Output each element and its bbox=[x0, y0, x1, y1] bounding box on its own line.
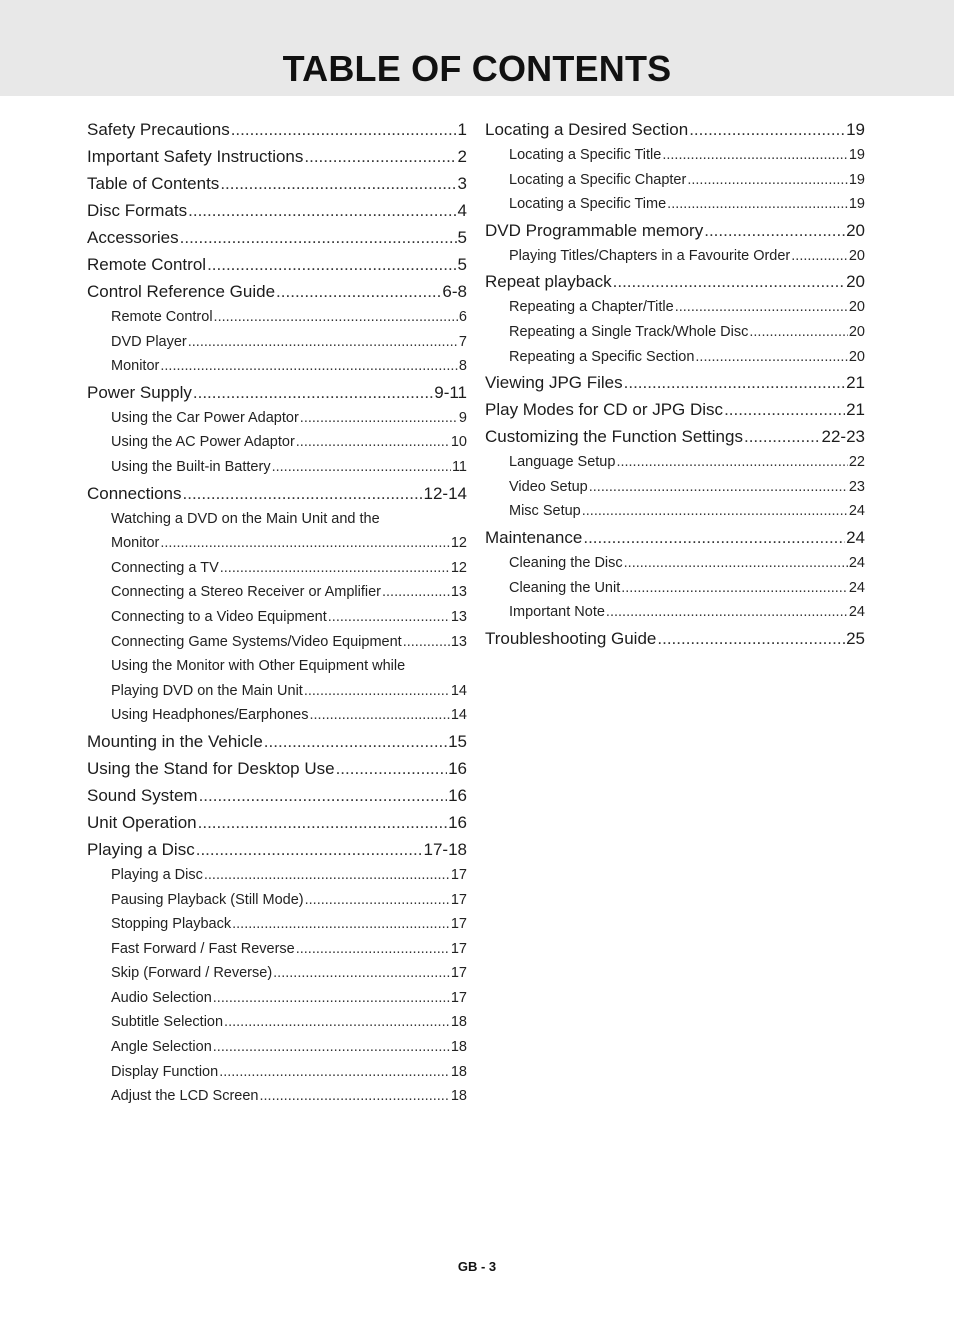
toc-entry-page: 3 bbox=[457, 174, 467, 193]
toc-entry-page: 21 bbox=[846, 373, 865, 393]
toc-entry bbox=[87, 941, 467, 966]
toc-entry-page: 25 bbox=[846, 628, 865, 648]
toc-entry-label: Pausing Playback (Still Mode) bbox=[111, 891, 304, 908]
toc-entry-label: Locating a Desired Section bbox=[485, 120, 689, 139]
toc-entry-label: Locating a Specific Time bbox=[509, 196, 667, 213]
toc-entry-label: Repeating a Chapter/Title bbox=[509, 299, 674, 316]
toc-entry-label: Fast Forward / Fast Reverse bbox=[111, 940, 295, 957]
toc-entry-page: 20 bbox=[848, 299, 865, 316]
toc-entry bbox=[485, 221, 865, 248]
page-title: TABLE OF CONTENTS bbox=[282, 48, 672, 89]
toc-entry-page: 24 bbox=[848, 579, 865, 596]
toc-entry bbox=[87, 840, 467, 867]
toc-entry bbox=[87, 965, 467, 990]
dot-leader bbox=[300, 410, 458, 426]
toc-entry bbox=[87, 786, 467, 813]
dot-leader bbox=[220, 174, 456, 194]
dot-leader bbox=[328, 609, 450, 625]
toc-entry-label: Audio Selection bbox=[111, 989, 212, 1006]
dot-leader bbox=[582, 503, 848, 519]
toc-entry-page: 17 bbox=[450, 891, 467, 908]
toc-entry-page: 24 bbox=[848, 604, 865, 621]
toc-entry bbox=[485, 349, 865, 374]
toc-entry-label: Important Note bbox=[509, 604, 605, 621]
dot-leader bbox=[336, 759, 448, 779]
toc-entry bbox=[87, 358, 467, 383]
toc-entry bbox=[485, 528, 865, 555]
toc-entry-label: Adjust the LCD Screen bbox=[111, 1088, 259, 1105]
toc-entry bbox=[485, 120, 865, 147]
toc-entry bbox=[87, 759, 467, 786]
toc-entry bbox=[485, 324, 865, 349]
toc-entry-label: Playing Titles/Chapters in a Favourite Order bbox=[509, 247, 791, 264]
toc-entry bbox=[485, 503, 865, 528]
toc-entry-page: 9 bbox=[458, 409, 467, 426]
toc-entry-label: DVD Player bbox=[111, 333, 187, 350]
dot-leader bbox=[403, 634, 450, 650]
toc-entry bbox=[485, 272, 865, 299]
toc-entry-label: Unit Operation bbox=[87, 812, 197, 832]
toc-entry-page: 20 bbox=[846, 220, 865, 240]
toc-entry-page: 5 bbox=[457, 228, 467, 247]
toc-entry-page: 13 bbox=[450, 608, 467, 625]
toc-entry-label: Playing a Disc bbox=[87, 839, 195, 859]
dot-leader bbox=[183, 484, 423, 504]
toc-entry bbox=[87, 228, 467, 255]
toc-entry bbox=[87, 255, 467, 282]
toc-entry bbox=[485, 580, 865, 605]
toc-entry-page: 2 bbox=[457, 147, 467, 166]
dot-leader bbox=[724, 400, 845, 420]
toc-entry-page: 5 bbox=[457, 255, 467, 274]
toc-entry bbox=[485, 629, 865, 656]
dot-leader bbox=[749, 324, 847, 340]
toc-entry bbox=[87, 434, 467, 459]
toc-entry-label: Mounting in the Vehicle bbox=[87, 731, 263, 751]
toc-entry bbox=[87, 584, 467, 609]
dot-leader bbox=[662, 147, 848, 163]
dot-leader bbox=[213, 990, 450, 1006]
toc-entry-page: 14 bbox=[450, 707, 467, 724]
dot-leader bbox=[791, 248, 848, 264]
toc-entry-page: 19 bbox=[848, 147, 865, 163]
toc-entry-label: Repeating a Specific Section bbox=[509, 348, 695, 365]
toc-entry bbox=[87, 990, 467, 1015]
dot-leader bbox=[310, 707, 450, 723]
dot-leader bbox=[606, 604, 848, 620]
dot-leader bbox=[675, 299, 848, 315]
toc-entry-label: Video Setup bbox=[509, 478, 588, 495]
toc-entry bbox=[87, 707, 467, 732]
toc-entry bbox=[87, 609, 467, 634]
dot-leader bbox=[180, 228, 457, 248]
dot-leader bbox=[687, 172, 848, 188]
toc-entry-label: Playing a Disc bbox=[111, 866, 203, 883]
toc-entry-label: Using Headphones/Earphones bbox=[111, 707, 309, 724]
toc-entry-page: 18 bbox=[450, 1063, 467, 1080]
toc-entry-page: 9-11 bbox=[434, 382, 467, 402]
toc-entry-page: 18 bbox=[450, 1088, 467, 1105]
toc-entry bbox=[87, 535, 467, 560]
toc-entry-label: Using the Stand for Desktop Use bbox=[87, 758, 335, 778]
toc-entry-label: Misc Setup bbox=[509, 503, 581, 520]
toc-left-column bbox=[87, 120, 467, 1113]
toc-entry-label: Play Modes for CD or JPG Disc bbox=[485, 400, 724, 420]
dot-leader bbox=[260, 1088, 450, 1104]
toc-entry-label: Connecting Game Systems/Video Equipment bbox=[111, 633, 402, 650]
dot-leader bbox=[207, 255, 456, 275]
toc-entry bbox=[87, 1014, 467, 1039]
toc-entry bbox=[87, 892, 467, 917]
toc-entry-label: Control Reference Guide bbox=[87, 282, 276, 301]
toc-entry-label: Skip (Forward / Reverse) bbox=[111, 965, 273, 982]
toc-entry-page: 13 bbox=[450, 584, 467, 601]
toc-entry-label: Display Function bbox=[111, 1063, 219, 1080]
toc-entry bbox=[485, 479, 865, 504]
dot-leader bbox=[160, 535, 450, 551]
dot-leader bbox=[616, 454, 847, 470]
toc-entry-label: Monitor bbox=[111, 358, 160, 375]
dot-leader bbox=[589, 479, 848, 495]
toc-entry-page: 24 bbox=[846, 527, 865, 547]
toc-entry bbox=[87, 334, 467, 359]
dot-leader bbox=[214, 309, 458, 325]
toc-entry bbox=[87, 484, 467, 511]
dot-leader bbox=[624, 555, 848, 571]
toc-entry bbox=[87, 732, 467, 759]
dot-leader bbox=[188, 201, 456, 221]
dot-leader bbox=[744, 427, 821, 447]
toc-entry bbox=[485, 248, 865, 273]
toc-entry bbox=[87, 174, 467, 201]
toc-entry-label: Sound System bbox=[87, 785, 198, 805]
toc-entry bbox=[485, 299, 865, 324]
dot-leader bbox=[305, 892, 450, 908]
dot-leader bbox=[621, 580, 848, 596]
toc-entry bbox=[87, 201, 467, 228]
dot-leader bbox=[272, 459, 451, 475]
toc-entry-label: Table of Contents bbox=[87, 174, 220, 193]
toc-entry-page: 12-14 bbox=[423, 483, 467, 503]
toc-right-column bbox=[485, 120, 865, 656]
toc-entry-label: Cleaning the Disc bbox=[509, 554, 623, 571]
toc-entry-label: Playing DVD on the Main Unit bbox=[111, 682, 303, 699]
toc-entry-label: Maintenance bbox=[485, 527, 583, 547]
toc-entry-label: Disc Formats bbox=[87, 201, 188, 220]
toc-entry-page: 23 bbox=[848, 478, 865, 495]
toc-entry-label: Safety Precautions bbox=[87, 120, 230, 139]
toc-entry-page: 19 bbox=[846, 120, 865, 139]
toc-entry-label: Connections bbox=[87, 483, 182, 503]
dot-leader bbox=[220, 560, 450, 576]
dot-leader bbox=[689, 120, 845, 140]
dot-leader bbox=[296, 941, 450, 957]
toc-entry bbox=[87, 1039, 467, 1064]
toc-entry bbox=[87, 309, 467, 334]
toc-entry bbox=[87, 916, 467, 941]
toc-entry bbox=[87, 511, 467, 536]
toc-entry bbox=[87, 120, 467, 147]
dot-leader bbox=[204, 867, 450, 883]
toc-entry-label: Language Setup bbox=[509, 454, 616, 471]
toc-entry-page: 24 bbox=[848, 554, 865, 571]
toc-entry-page: 16 bbox=[448, 785, 467, 805]
dot-leader bbox=[199, 786, 448, 806]
dot-leader bbox=[624, 373, 845, 393]
toc-entry bbox=[87, 1088, 467, 1113]
toc-entry-label: Subtitle Selection bbox=[111, 1014, 224, 1031]
dot-leader bbox=[224, 1014, 450, 1030]
toc-entry bbox=[485, 427, 865, 454]
toc-entry-page: 12 bbox=[450, 559, 467, 576]
dot-leader bbox=[276, 282, 441, 302]
toc-entry-label: Power Supply bbox=[87, 382, 192, 402]
toc-entry-page: 11 bbox=[451, 458, 467, 475]
toc-entry-label: Monitor bbox=[111, 535, 160, 552]
dot-leader bbox=[213, 1039, 450, 1055]
toc-entry bbox=[87, 658, 467, 683]
dot-leader bbox=[296, 434, 450, 450]
toc-entry-page: 24 bbox=[848, 503, 865, 520]
toc-entry-page: 17 bbox=[450, 965, 467, 982]
toc-entry-page: 20 bbox=[848, 247, 865, 264]
toc-entry-label: Troubleshooting Guide bbox=[485, 628, 657, 648]
dot-leader bbox=[273, 965, 450, 981]
toc-entry-label: Cleaning the Unit bbox=[509, 579, 621, 596]
dot-leader bbox=[232, 916, 450, 932]
toc-entry bbox=[485, 604, 865, 629]
dot-leader bbox=[667, 196, 848, 212]
toc-entry-page: 17 bbox=[450, 866, 467, 883]
dot-leader bbox=[231, 120, 457, 140]
toc-entry-page: 20 bbox=[848, 348, 865, 365]
toc-entry bbox=[87, 459, 467, 484]
dot-leader bbox=[695, 349, 847, 365]
toc-entry-page: 19 bbox=[848, 171, 865, 188]
toc-entry-label: Customizing the Function Settings bbox=[485, 427, 743, 447]
toc-entry bbox=[87, 282, 467, 309]
toc-entry bbox=[87, 410, 467, 435]
toc-entry bbox=[485, 454, 865, 479]
toc-entry-page: 6-8 bbox=[442, 282, 467, 301]
toc-entry-page: 6 bbox=[458, 309, 467, 325]
dot-leader bbox=[264, 732, 447, 752]
toc-entry bbox=[485, 555, 865, 580]
dot-leader bbox=[160, 358, 458, 374]
toc-entry-page: 21 bbox=[846, 400, 865, 420]
toc-entry bbox=[485, 196, 865, 221]
toc-entry-label: Using the Car Power Adaptor bbox=[111, 409, 299, 426]
toc-entry-label: Watching a DVD on the Main Unit and the bbox=[111, 510, 380, 527]
toc-entry-label: Locating a Specific Chapter bbox=[509, 171, 687, 188]
toc-entry-page: 17 bbox=[450, 940, 467, 957]
toc-entry-label: Using the AC Power Adaptor bbox=[111, 434, 295, 451]
toc-entry bbox=[87, 683, 467, 708]
toc-entry-page: 19 bbox=[848, 196, 865, 213]
toc-entry-page: 8 bbox=[458, 358, 467, 375]
toc-entry-label: Repeat playback bbox=[485, 272, 612, 292]
toc-entry-label: DVD Programmable memory bbox=[485, 220, 704, 240]
toc-entry-page: 17 bbox=[450, 916, 467, 933]
toc-entry bbox=[485, 172, 865, 197]
toc-entry bbox=[87, 560, 467, 585]
toc-entry-page: 16 bbox=[448, 812, 467, 832]
toc-entry-page: 17 bbox=[450, 989, 467, 1006]
toc-entry-label: Connecting to a Video Equipment bbox=[111, 608, 327, 625]
dot-leader bbox=[193, 383, 433, 403]
dot-leader bbox=[613, 272, 845, 292]
dot-leader bbox=[583, 528, 845, 548]
toc-entry bbox=[87, 1064, 467, 1089]
toc-entry-page: 20 bbox=[848, 323, 865, 340]
toc-entry-page: 22 bbox=[848, 454, 865, 471]
toc-entry-label: Accessories bbox=[87, 228, 179, 247]
toc-entry bbox=[485, 400, 865, 427]
page-number: GB - 3 bbox=[457, 1259, 497, 1274]
toc-entry-page: 12 bbox=[450, 535, 467, 552]
toc-entry bbox=[87, 813, 467, 840]
toc-entry-page: 14 bbox=[450, 682, 467, 699]
dot-leader bbox=[304, 147, 456, 167]
toc-entry bbox=[485, 373, 865, 400]
dot-leader bbox=[198, 813, 447, 833]
dot-leader bbox=[657, 629, 845, 649]
toc-entry-label: Stopping Playback bbox=[111, 916, 232, 933]
toc-entry-page: 13 bbox=[450, 633, 467, 650]
toc-entry-page: 18 bbox=[450, 1014, 467, 1031]
toc-entry-page: 15 bbox=[448, 731, 467, 751]
toc-entry-page: 22-23 bbox=[821, 427, 865, 447]
toc-entry-label: Repeating a Single Track/Whole Disc bbox=[509, 323, 749, 340]
dot-leader bbox=[219, 1064, 450, 1080]
toc-entry-page: 7 bbox=[458, 333, 467, 350]
toc-entry bbox=[485, 147, 865, 172]
dot-leader bbox=[188, 334, 458, 350]
toc-entry-label: Connecting a Stereo Receiver or Amplifier bbox=[111, 584, 381, 601]
toc-entry bbox=[87, 634, 467, 659]
toc-entry bbox=[87, 383, 467, 410]
toc-entry-label: Important Safety Instructions bbox=[87, 147, 304, 166]
toc-entry-page: 18 bbox=[450, 1039, 467, 1056]
toc-entry-label: Locating a Specific Title bbox=[509, 147, 662, 163]
toc-entry-label: Using the Monitor with Other Equipment while bbox=[111, 658, 406, 675]
toc-entry-page: 4 bbox=[457, 201, 467, 220]
toc-entry bbox=[87, 147, 467, 174]
toc-entry-label: Remote Control bbox=[111, 309, 213, 325]
dot-leader bbox=[704, 221, 845, 241]
toc-entry-label: Viewing JPG Files bbox=[485, 373, 623, 393]
dot-leader bbox=[304, 683, 450, 699]
toc-entry-label: Using the Built-in Battery bbox=[111, 458, 271, 475]
toc-entry-page: 17-18 bbox=[423, 839, 467, 859]
toc-entry-label: Angle Selection bbox=[111, 1039, 212, 1056]
dot-leader bbox=[382, 584, 450, 600]
toc-entry bbox=[87, 867, 467, 892]
toc-entry-page: 10 bbox=[450, 434, 467, 451]
toc-entry-label: Connecting a TV bbox=[111, 559, 219, 576]
toc-entry-page: 1 bbox=[457, 120, 467, 139]
toc-entry-page: 20 bbox=[846, 272, 865, 292]
dot-leader bbox=[196, 840, 423, 860]
toc-entry-page: 16 bbox=[448, 758, 467, 778]
toc-entry-label: Remote Control bbox=[87, 255, 207, 274]
